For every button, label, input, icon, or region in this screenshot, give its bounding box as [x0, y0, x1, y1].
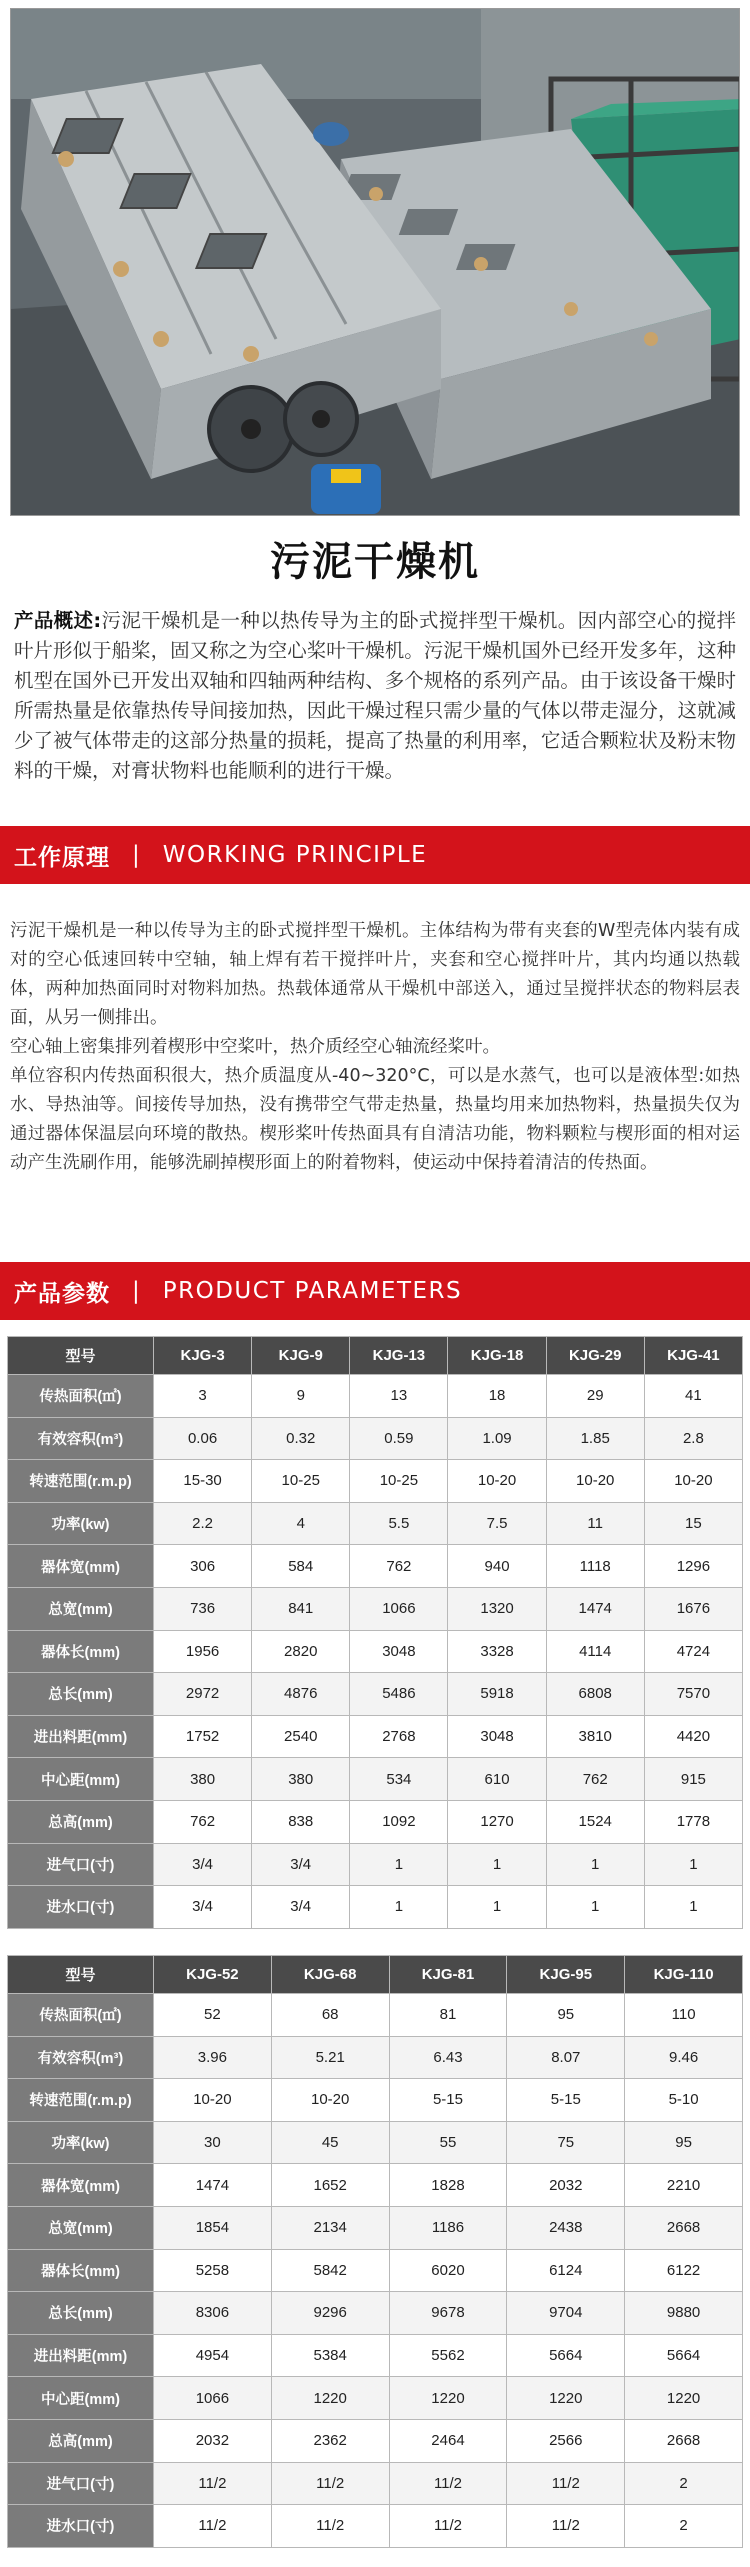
table-row: [8, 1630, 743, 1673]
table-cell: 1066: [350, 1587, 448, 1630]
table-row: [8, 2121, 743, 2164]
parameters-table-2: [7, 1955, 743, 2548]
banner-cn: 工作原理: [14, 844, 110, 871]
table-cell: 1: [546, 1843, 644, 1886]
table-cell: 8.07: [507, 2036, 625, 2079]
table-cell: 81: [389, 1994, 507, 2037]
table-cell: 11/2: [154, 2505, 272, 2548]
table-cell: 1270: [448, 1800, 546, 1843]
table-cell: 5664: [507, 2334, 625, 2377]
table-row: [8, 1417, 743, 1460]
working-principle-banner: [0, 826, 750, 884]
table-cell: 1854: [154, 2206, 272, 2249]
model-header-cell: KJG-29: [546, 1337, 644, 1375]
table-cell: 584: [252, 1545, 350, 1588]
model-header-cell: KJG-9: [252, 1337, 350, 1375]
table-cell: 68: [271, 1994, 389, 2037]
table-cell: 10-25: [252, 1460, 350, 1503]
product-photo: [10, 8, 740, 516]
table-cell: 2438: [507, 2206, 625, 2249]
model-header-cell: KJG-81: [389, 1956, 507, 1994]
table-cell: 110: [625, 1994, 743, 2037]
table-row: [8, 1375, 743, 1418]
model-header-cell: KJG-3: [154, 1337, 252, 1375]
table-row: [8, 2164, 743, 2207]
table-cell: 2464: [389, 2419, 507, 2462]
table-cell: 6808: [546, 1673, 644, 1716]
table-cell: 1220: [271, 2377, 389, 2420]
table-row: [8, 1502, 743, 1545]
table-cell: 11/2: [507, 2505, 625, 2548]
table-cell: 9678: [389, 2292, 507, 2335]
table-cell: 1752: [154, 1715, 252, 1758]
table-cell: 10-25: [350, 1460, 448, 1503]
table-cell: 3: [154, 1375, 252, 1418]
model-header-cell: KJG-68: [271, 1956, 389, 1994]
table-cell: 5562: [389, 2334, 507, 2377]
table-cell: 306: [154, 1545, 252, 1588]
table-cell: 1778: [644, 1800, 742, 1843]
table-cell: 6.43: [389, 2036, 507, 2079]
table-cell: 7570: [644, 1673, 742, 1716]
table-cell: 1320: [448, 1587, 546, 1630]
table-cell: 55: [389, 2121, 507, 2164]
table-cell: 5-15: [389, 2079, 507, 2122]
table-cell: 1.85: [546, 1417, 644, 1460]
table-cell: 10-20: [546, 1460, 644, 1503]
table-cell: 0.59: [350, 1417, 448, 1460]
table-cell: 2540: [252, 1715, 350, 1758]
table-cell: 75: [507, 2121, 625, 2164]
model-header-cell: KJG-95: [507, 1956, 625, 1994]
row-label-cell: 有效容积(m³): [8, 1417, 154, 1460]
table-cell: 6122: [625, 2249, 743, 2292]
table-cell: 1474: [154, 2164, 272, 2207]
table-row: [8, 1460, 743, 1503]
table-cell: 3048: [448, 1715, 546, 1758]
table-cell: 940: [448, 1545, 546, 1588]
row-label-cell: 进水口(寸): [8, 2505, 154, 2548]
table-cell: 29: [546, 1375, 644, 1418]
table-cell: 1296: [644, 1545, 742, 1588]
table-cell: 1676: [644, 1587, 742, 1630]
product-parameters-banner: [0, 1262, 750, 1320]
model-header-cell: KJG-52: [154, 1956, 272, 1994]
table-cell: 1: [644, 1843, 742, 1886]
table-cell: 4420: [644, 1715, 742, 1758]
table-cell: 4876: [252, 1673, 350, 1716]
row-label-cell: 总宽(mm): [8, 2206, 154, 2249]
table-header-row: [8, 1337, 743, 1375]
table-cell: 1118: [546, 1545, 644, 1588]
header-cell-model: 型号: [8, 1956, 154, 1994]
table-cell: 2.8: [644, 1417, 742, 1460]
table-cell: 4954: [154, 2334, 272, 2377]
row-label-cell: 总长(mm): [8, 1673, 154, 1716]
table-cell: 11/2: [389, 2462, 507, 2505]
table-cell: 1: [350, 1886, 448, 1929]
row-label-cell: 进气口(寸): [8, 1843, 154, 1886]
table-cell: 915: [644, 1758, 742, 1801]
page-title: 污泥干燥机: [270, 539, 480, 585]
table-header-row: [8, 1956, 743, 1994]
table-cell: 0.32: [252, 1417, 350, 1460]
row-label-cell: 进出料距(mm): [8, 2334, 154, 2377]
table-cell: 18: [448, 1375, 546, 1418]
table-row: [8, 2419, 743, 2462]
table-row: [8, 1994, 743, 2037]
table-cell: 2972: [154, 1673, 252, 1716]
table-cell: 1: [644, 1886, 742, 1929]
row-label-cell: 器体长(mm): [8, 1630, 154, 1673]
row-label-cell: 器体长(mm): [8, 2249, 154, 2292]
table-cell: 838: [252, 1800, 350, 1843]
table-row: [8, 1545, 743, 1588]
table-row: [8, 2505, 743, 2548]
table-cell: 95: [625, 2121, 743, 2164]
table-cell: 5918: [448, 1673, 546, 1716]
table-cell: 1220: [507, 2377, 625, 2420]
table-cell: 5664: [625, 2334, 743, 2377]
table-cell: 2032: [507, 2164, 625, 2207]
table-cell: 3/4: [154, 1843, 252, 1886]
row-label-cell: 传热面积(㎡): [8, 1994, 154, 2037]
table-cell: 11/2: [271, 2505, 389, 2548]
table-cell: 6124: [507, 2249, 625, 2292]
table-cell: 15: [644, 1502, 742, 1545]
table-cell: 11/2: [154, 2462, 272, 2505]
principle-paragraph: 空心轴上密集排列着楔形中空桨叶，热介质经空心轴流经桨叶。: [10, 1037, 500, 1057]
table-cell: 2032: [154, 2419, 272, 2462]
table-cell: 9: [252, 1375, 350, 1418]
table-cell: 2668: [625, 2206, 743, 2249]
working-principle-text: [10, 917, 740, 1178]
banner-separator: |: [132, 842, 141, 868]
table-cell: 11/2: [271, 2462, 389, 2505]
table-cell: 2566: [507, 2419, 625, 2462]
table-cell: 10-20: [154, 2079, 272, 2122]
table-cell: 1.09: [448, 1417, 546, 1460]
table-cell: 1: [448, 1886, 546, 1929]
table-row: [8, 1673, 743, 1716]
table-cell: 30: [154, 2121, 272, 2164]
row-label-cell: 传热面积(㎡): [8, 1375, 154, 1418]
table-cell: 3048: [350, 1630, 448, 1673]
table-cell: 2: [625, 2505, 743, 2548]
banner-cn: 产品参数: [14, 1280, 110, 1307]
table-cell: 9.46: [625, 2036, 743, 2079]
table-cell: 5384: [271, 2334, 389, 2377]
banner-en: WORKING PRINCIPLE: [162, 842, 428, 868]
table-row: [8, 2377, 743, 2420]
banner-en: PRODUCT PARAMETERS: [162, 1278, 463, 1304]
table-cell: 380: [154, 1758, 252, 1801]
table-cell: 5842: [271, 2249, 389, 2292]
table-cell: 6020: [389, 2249, 507, 2292]
table-cell: 4: [252, 1502, 350, 1545]
table-cell: 3810: [546, 1715, 644, 1758]
table-cell: 11: [546, 1502, 644, 1545]
table-cell: 1474: [546, 1587, 644, 1630]
table-cell: 10-20: [448, 1460, 546, 1503]
product-overview: [14, 606, 736, 786]
header-cell-model: 型号: [8, 1337, 154, 1375]
table-cell: 7.5: [448, 1502, 546, 1545]
model-header-cell: KJG-110: [625, 1956, 743, 1994]
table-row: [8, 2292, 743, 2335]
table-cell: 3328: [448, 1630, 546, 1673]
table-cell: 5258: [154, 2249, 272, 2292]
table-cell: 2820: [252, 1630, 350, 1673]
row-label-cell: 器体宽(mm): [8, 1545, 154, 1588]
table-cell: 4114: [546, 1630, 644, 1673]
table-cell: 1: [546, 1886, 644, 1929]
table-cell: 380: [252, 1758, 350, 1801]
row-label-cell: 中心距(mm): [8, 2377, 154, 2420]
row-label-cell: 器体宽(mm): [8, 2164, 154, 2207]
table-cell: 2: [625, 2462, 743, 2505]
row-label-cell: 转速范围(r.m.p): [8, 2079, 154, 2122]
table-cell: 13: [350, 1375, 448, 1418]
table-cell: 3/4: [252, 1843, 350, 1886]
table-cell: 10-20: [644, 1460, 742, 1503]
principle-paragraph: 污泥干燥机是一种以传导为主的卧式搅拌型干燥机。主体结构为带有夹套的W型壳体内装有成对的空心低速回转中空轴，轴上焊有若干搅拌叶片，夹套和空心搅拌叶片，其内均通以热载体，两种加热面同时对物料加热。热载体通常从干燥机中部送入，通过呈搅拌状态的物料层表面，从另一侧排出。: [10, 921, 740, 1028]
table-cell: 15-30: [154, 1460, 252, 1503]
table-row: [8, 2249, 743, 2292]
row-label-cell: 有效容积(m³): [8, 2036, 154, 2079]
row-label-cell: 总高(mm): [8, 1800, 154, 1843]
table-cell: 10-20: [271, 2079, 389, 2122]
row-label-cell: 进气口(寸): [8, 2462, 154, 2505]
table-cell: 762: [154, 1800, 252, 1843]
row-label-cell: 进出料距(mm): [8, 1715, 154, 1758]
table-cell: 5.5: [350, 1502, 448, 1545]
table-cell: 5.21: [271, 2036, 389, 2079]
table-cell: 2768: [350, 1715, 448, 1758]
table-cell: 534: [350, 1758, 448, 1801]
row-label-cell: 总宽(mm): [8, 1587, 154, 1630]
table-row: [8, 2334, 743, 2377]
model-header-cell: KJG-13: [350, 1337, 448, 1375]
table-cell: 0.06: [154, 1417, 252, 1460]
table-row: [8, 1587, 743, 1630]
row-label-cell: 进水口(寸): [8, 1886, 154, 1929]
table-cell: 9296: [271, 2292, 389, 2335]
sludge-dryer-illustration: [11, 9, 740, 516]
table-cell: 736: [154, 1587, 252, 1630]
table-row: [8, 1758, 743, 1801]
table-cell: 5-10: [625, 2079, 743, 2122]
table-cell: 1524: [546, 1800, 644, 1843]
table-row: [8, 1715, 743, 1758]
model-header-cell: KJG-18: [448, 1337, 546, 1375]
table-cell: 95: [507, 1994, 625, 2037]
table-row: [8, 2462, 743, 2505]
parameters-table-1: [7, 1336, 743, 1929]
table-cell: 11/2: [389, 2505, 507, 2548]
table-cell: 5486: [350, 1673, 448, 1716]
table-row: [8, 1886, 743, 1929]
table-cell: 41: [644, 1375, 742, 1418]
table-cell: 762: [350, 1545, 448, 1588]
table-cell: 3.96: [154, 2036, 272, 2079]
table-cell: 2668: [625, 2419, 743, 2462]
table-row: [8, 1800, 743, 1843]
table-cell: 2362: [271, 2419, 389, 2462]
table-cell: 3/4: [154, 1886, 252, 1929]
table-row: [8, 2079, 743, 2122]
table-cell: 11/2: [507, 2462, 625, 2505]
table-cell: 1956: [154, 1630, 252, 1673]
row-label-cell: 中心距(mm): [8, 1758, 154, 1801]
table-cell: 4724: [644, 1630, 742, 1673]
table-cell: 3/4: [252, 1886, 350, 1929]
table-cell: 9880: [625, 2292, 743, 2335]
table-row: [8, 1843, 743, 1886]
table-cell: 1828: [389, 2164, 507, 2207]
table-cell: 1092: [350, 1800, 448, 1843]
table-cell: 1186: [389, 2206, 507, 2249]
table-cell: 841: [252, 1587, 350, 1630]
overview-label: 产品概述:: [14, 609, 102, 632]
table-row: [8, 2206, 743, 2249]
principle-paragraph: 单位容积内传热面积很大，热介质温度从-40~320°C，可以是水蒸气，也可以是液体型:如热水、导热油等。间接传导加热，没有携带空气带走热量，热量均用来加热物料，热量损失仅为通过器体保温层向环境的散热。楔形桨叶传热面具有自清洁功能，物料颗粒与楔形面的相对运动产生洗刷作用，能够洗刷掉楔形面上的附着物料，使运动中保持着清洁的传热面。: [10, 1066, 740, 1173]
table-cell: 1: [448, 1843, 546, 1886]
table-cell: 2.2: [154, 1502, 252, 1545]
overview-text: 污泥干燥机是一种以热传导为主的卧式搅拌型干燥机。因内部空心的搅拌叶片形似于船桨，固又称之为空心桨叶干燥机。污泥干燥机国外已经开发多年，这种机型在国外已开发出双轴和四轴两种结构、多个规格的系列产品。由于该设备干燥时所需热量是依靠热传导间接加热，因此干燥过程只需少量的气体以带走湿分，这就减少了被气体带走的这部分热量的损耗，提高了热量的利用率，它适合颗粒状及粉末物料的干燥，对膏状物料也能顺利的进行干燥。: [14, 609, 736, 782]
row-label-cell: 总长(mm): [8, 2292, 154, 2335]
table-cell: 2210: [625, 2164, 743, 2207]
table-cell: 762: [546, 1758, 644, 1801]
table-cell: 1066: [154, 2377, 272, 2420]
row-label-cell: 总高(mm): [8, 2419, 154, 2462]
table-cell: 52: [154, 1994, 272, 2037]
row-label-cell: 功率(kw): [8, 2121, 154, 2164]
table-cell: 1652: [271, 2164, 389, 2207]
row-label-cell: 转速范围(r.m.p): [8, 1460, 154, 1503]
table-cell: 1220: [389, 2377, 507, 2420]
table-cell: 1220: [625, 2377, 743, 2420]
table-cell: 610: [448, 1758, 546, 1801]
row-label-cell: 功率(kw): [8, 1502, 154, 1545]
table-row: [8, 2036, 743, 2079]
banner-separator: |: [132, 1278, 141, 1304]
table-cell: 5-15: [507, 2079, 625, 2122]
table-cell: 1: [350, 1843, 448, 1886]
table-cell: 9704: [507, 2292, 625, 2335]
table-cell: 2134: [271, 2206, 389, 2249]
model-header-cell: KJG-41: [644, 1337, 742, 1375]
table-cell: 45: [271, 2121, 389, 2164]
table-cell: 8306: [154, 2292, 272, 2335]
